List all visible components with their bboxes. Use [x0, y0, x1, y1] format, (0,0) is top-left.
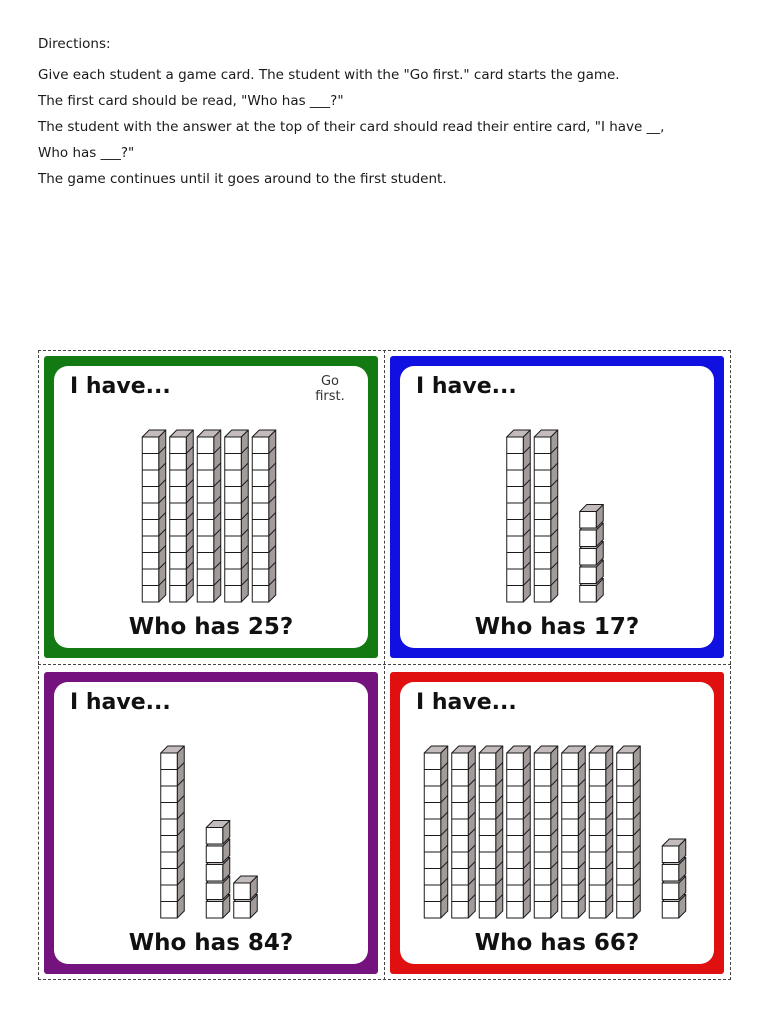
cube-face — [580, 512, 597, 529]
game-card-3 — [44, 672, 378, 974]
who-has-question: Who has 17? — [474, 614, 640, 640]
cube-face — [206, 883, 223, 900]
ten-rod — [507, 430, 531, 602]
game-card-4 — [390, 672, 724, 974]
ten-rod — [225, 430, 249, 602]
cut-line-vertical — [384, 350, 385, 980]
cube-face — [662, 865, 679, 882]
ten-rod — [562, 746, 586, 918]
ten-rod — [252, 430, 276, 602]
ten-rod — [452, 746, 476, 918]
direction-line: Give each student a game card. The student with the "Go first." card starts the game. — [38, 67, 620, 83]
ones-stack — [662, 839, 686, 918]
cube-face — [234, 902, 251, 919]
ones-stack — [580, 505, 604, 603]
cube-face — [580, 549, 597, 566]
cube-face — [206, 865, 223, 882]
cube-face — [234, 883, 251, 900]
cut-line-horizontal — [38, 664, 731, 665]
ten-rod — [589, 746, 613, 918]
ten-rod — [479, 746, 503, 918]
base-ten-blocks — [54, 682, 368, 964]
ones-stack — [206, 821, 230, 919]
ten-rod — [424, 746, 448, 918]
ten-rod — [617, 746, 641, 918]
card-title: I have... — [416, 690, 517, 715]
base-ten-blocks — [400, 366, 714, 648]
cube-face — [580, 586, 597, 603]
direction-line: Who has ___?" — [38, 145, 135, 161]
go-first-badge: Go first. — [315, 374, 345, 404]
cube-face — [580, 530, 597, 547]
card-inner — [400, 682, 714, 964]
cube-face — [206, 828, 223, 845]
who-has-question: Who has 66? — [474, 930, 640, 956]
ten-rod — [534, 430, 558, 602]
direction-line: The student with the answer at the top of their card should read their entire card, "I have __, — [38, 119, 665, 135]
card-title: I have... — [416, 374, 517, 399]
ten-rod — [170, 430, 194, 602]
direction-line: The first card should be read, "Who has ___?" — [38, 93, 344, 109]
card-title: I have... — [70, 374, 171, 399]
ten-rod — [534, 746, 558, 918]
card-inner — [400, 366, 714, 648]
cube-face — [662, 846, 679, 863]
who-has-question: Who has 84? — [128, 930, 294, 956]
directions-title: Directions: — [38, 36, 111, 52]
base-ten-blocks — [400, 682, 714, 964]
game-card-1 — [44, 356, 378, 658]
cube-face — [206, 902, 223, 919]
ten-rod — [507, 746, 531, 918]
direction-line: The game continues until it goes around to the first student. — [38, 171, 447, 187]
cube-face — [662, 883, 679, 900]
card-inner — [54, 682, 368, 964]
who-has-question: Who has 25? — [128, 614, 294, 640]
ten-rod — [161, 746, 185, 918]
game-card-2 — [390, 356, 724, 658]
directions — [38, 36, 738, 192]
card-inner — [54, 366, 368, 648]
ten-rod — [142, 430, 166, 602]
card-title: I have... — [70, 690, 171, 715]
cube-face — [662, 902, 679, 919]
cube-face — [580, 567, 597, 584]
ten-rod — [197, 430, 221, 602]
cube-face — [206, 846, 223, 863]
base-ten-blocks — [54, 366, 368, 648]
ones-stack — [234, 876, 258, 918]
